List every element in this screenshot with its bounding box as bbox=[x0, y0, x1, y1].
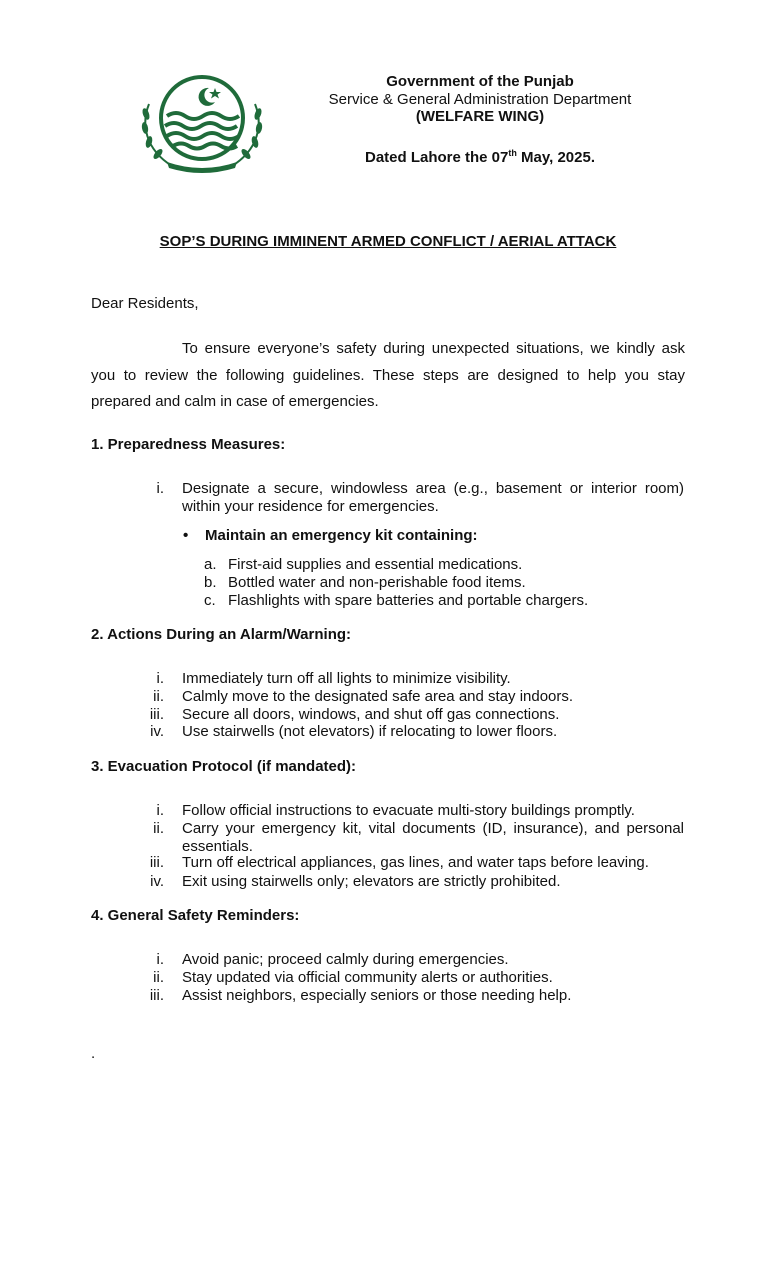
bullet-icon: • bbox=[183, 527, 189, 544]
list-item-number: iv. bbox=[150, 873, 164, 890]
list-item-number: iii. bbox=[149, 854, 164, 871]
dated-line bbox=[300, 144, 660, 167]
list-item-text: Exit using stairwells only; elevators are strictly prohibited. bbox=[182, 873, 561, 890]
document-title: SOP’S DURING IMMINENT ARMED CONFLICT / AERIAL ATTACK bbox=[159, 233, 617, 250]
section-heading: 1. Preparedness Measures: bbox=[91, 436, 286, 453]
dated-suffix: May, 2025. bbox=[516, 149, 595, 166]
intro-paragraph bbox=[91, 336, 685, 416]
sub-item-letter: b. bbox=[204, 574, 217, 591]
government-heading: Government of the Punjab bbox=[386, 73, 574, 90]
list-item-number: ii. bbox=[153, 688, 164, 705]
salutation: Dear Residents, bbox=[91, 295, 199, 312]
list-item-text: Immediately turn off all lights to minimize visibility. bbox=[182, 670, 511, 687]
sub-item-text: Flashlights with spare batteries and portable chargers. bbox=[228, 592, 589, 609]
list-item-text: Carry your emergency kit, vital documents (ID, insurance), and personal essentials. bbox=[182, 820, 684, 855]
section-heading: 2. Actions During an Alarm/Warning: bbox=[91, 626, 352, 643]
stray-period: . bbox=[91, 1045, 96, 1062]
dated-superscript: th bbox=[508, 148, 517, 158]
department-heading: Service & General Administration Department bbox=[328, 91, 632, 108]
list-item-text: Secure all doors, windows, and shut off gas connections. bbox=[182, 706, 560, 723]
list-item-number: iii. bbox=[149, 706, 164, 723]
list-item-number: iv. bbox=[150, 723, 164, 740]
list-item-text: Avoid panic; proceed calmly during emergencies. bbox=[182, 951, 509, 968]
list-item-text: Designate a secure, windowless area (e.g., basement or interior room) within your residence for emergencies. bbox=[182, 480, 684, 515]
sub-item-letter: a. bbox=[204, 556, 217, 573]
list-item-text: Stay updated via official community alerts or authorities. bbox=[182, 969, 553, 986]
sub-item-text: First-aid supplies and essential medications. bbox=[228, 556, 523, 573]
list-item-text: Follow official instructions to evacuate multi-story buildings promptly. bbox=[182, 802, 635, 819]
intro-text: To ensure everyone’s safety during unexpected situations, we kindly ask you to review the following guidelines. These steps are designed to help you stay prepared and calm in case of emergencies. bbox=[91, 340, 685, 410]
bullet-text: Maintain an emergency kit containing: bbox=[205, 527, 478, 544]
list-item-number: i. bbox=[156, 802, 164, 819]
list-item-text: Assist neighbors, especially seniors or those needing help. bbox=[182, 987, 572, 1004]
government-emblem bbox=[137, 74, 267, 174]
list-item-number: i. bbox=[156, 951, 164, 968]
sub-item-letter: c. bbox=[204, 592, 216, 609]
list-item-number: iii. bbox=[149, 987, 164, 1004]
list-item-number: ii. bbox=[153, 969, 164, 986]
section-heading: 4. General Safety Reminders: bbox=[91, 907, 300, 924]
list-item-number: ii. bbox=[153, 820, 164, 837]
section-heading: 3. Evacuation Protocol (if mandated): bbox=[91, 758, 357, 775]
list-item-number: i. bbox=[156, 480, 164, 497]
list-item-text: Calmly move to the designated safe area and stay indoors. bbox=[182, 688, 574, 705]
list-item-number: i. bbox=[156, 670, 164, 687]
sub-item-text: Bottled water and non-perishable food items. bbox=[228, 574, 526, 591]
list-item-text: Turn off electrical appliances, gas lines, and water taps before leaving. bbox=[182, 854, 649, 871]
list-item-text: Use stairwells (not elevators) if relocating to lower floors. bbox=[182, 723, 558, 740]
wing-heading: (WELFARE WING) bbox=[415, 108, 545, 125]
dated-prefix: Dated Lahore the 07 bbox=[365, 149, 509, 166]
